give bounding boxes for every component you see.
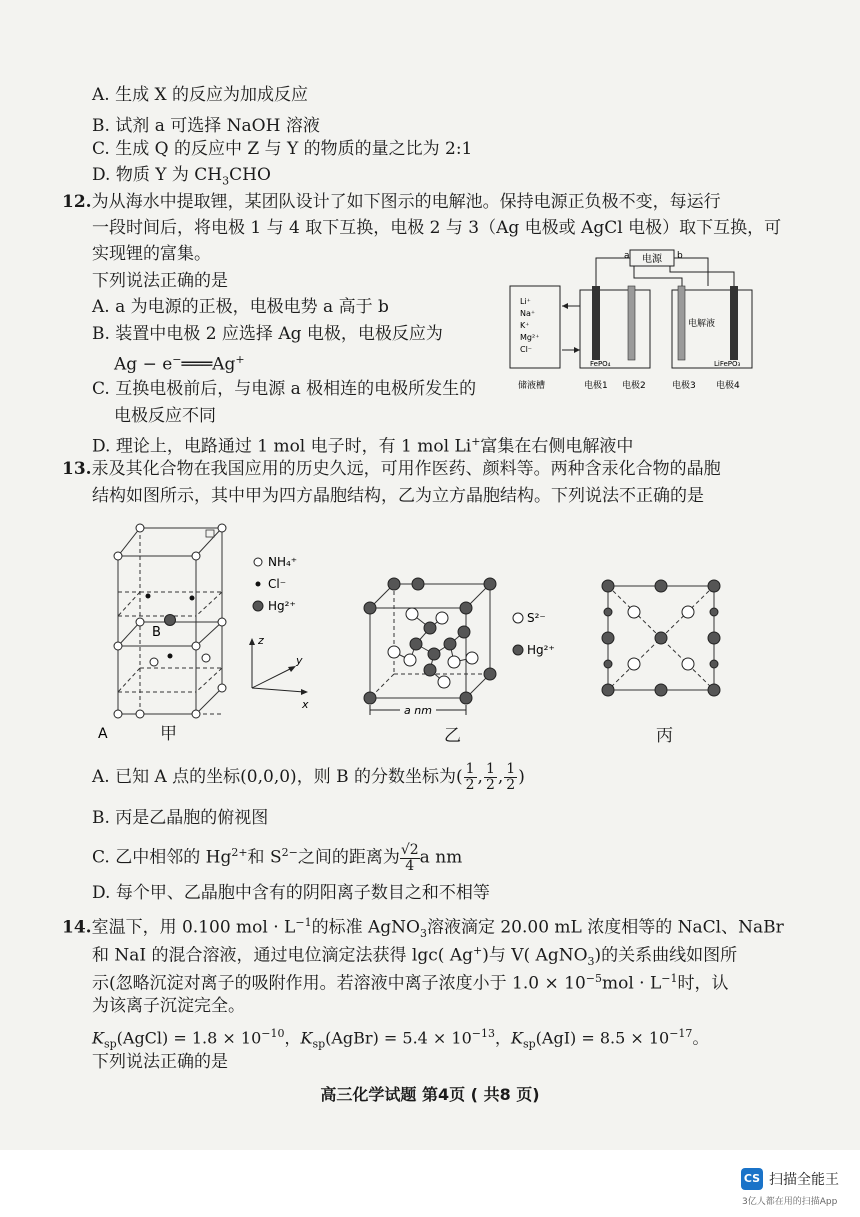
q13-stem-line2: 结构如图所示，其中甲为四方晶胞结构，乙为立方晶胞结构。下列说法不正确的是 (92, 486, 704, 506)
lattice-length-label: a nm (404, 704, 432, 717)
ion-na: Na⁺ (520, 309, 536, 318)
electrode-2 (628, 286, 635, 360)
nh4-ion (114, 710, 122, 718)
q11-option-a: A. 生成 X 的反应为加成反应 (92, 85, 308, 105)
electrode-4-label: 电极4 (716, 381, 740, 391)
nh4-ion (218, 618, 226, 626)
power-terminal-b: b (677, 251, 683, 261)
hg-ion (602, 580, 614, 592)
s-ion (404, 654, 416, 666)
q11-option-d: D. 物质 Y 为 $CH_3CHO$ (92, 165, 271, 188)
hg-ion (710, 660, 718, 668)
q12-stem-line1: 12.为从海水中提取锂，某团队设计了如下图示的电解池。保持电源正负极不变，每运行 (62, 192, 721, 212)
nh4-ion (136, 710, 144, 718)
q13-stem-line1: 13.汞及其化合物在我国应用的历史久远，可用作医药、颜料等。两种含汞化合物的晶胞 (62, 459, 721, 479)
legend-nh4: NH₄⁺ (268, 555, 298, 569)
camscanner-logo-icon: CS (741, 1168, 763, 1190)
hg-ion (710, 608, 718, 616)
hg-ion (708, 580, 720, 592)
cl-ion (168, 654, 173, 659)
hg-ion (484, 578, 496, 590)
power-terminal-a: a (624, 251, 630, 261)
cl-ion (146, 594, 151, 599)
ion-mg: Mg²⁺ (520, 333, 540, 342)
s-ion (388, 646, 400, 658)
hg-ion (655, 684, 667, 696)
q13-option-d: D. 每个甲、乙晶胞中含有的阴阳离子数目之和不相等 (92, 883, 490, 903)
page-footer: 高三化学试题 第4页 ( 共8 页) (320, 1085, 540, 1104)
hg-ion (655, 632, 667, 644)
q12-option-c-line1: C. 互换电极前后，与电源 a 极相连的电极所发生的 (92, 379, 477, 399)
s-ion (438, 676, 450, 688)
caption-bing: 丙 (656, 726, 673, 746)
hg-ion (604, 608, 612, 616)
s-ion (628, 658, 640, 670)
electrode-1-label: 电极1 (584, 381, 608, 391)
electrode-3 (678, 286, 685, 360)
cl-ion (190, 596, 195, 601)
hg-ion (428, 648, 440, 660)
electrode-1 (592, 286, 600, 360)
hg-ion (458, 626, 470, 638)
q13-number: 13. (62, 459, 92, 479)
legend-hg-yi: Hg²⁺ (527, 643, 555, 657)
electrode-3-label: 电极3 (672, 381, 696, 391)
s-ion (448, 656, 460, 668)
legend-hg: Hg²⁺ (268, 599, 296, 613)
q12-stem-line2: 一段时间后，将电极 1 与 4 取下互换，电极 2 与 3（Ag 电极或 AgCl 电极）取下互换，可 (92, 218, 782, 238)
hg-ion (424, 664, 436, 676)
storage-tank (510, 286, 560, 368)
q12-electrolysis-diagram (506, 246, 758, 396)
hg-ion (364, 692, 376, 704)
axis-x-label: x (302, 698, 309, 711)
nh4-ion (114, 642, 122, 650)
q12-number: 12. (62, 192, 92, 212)
s-ion (406, 608, 418, 620)
q14-line3: 示(忽略沉淀对离子的吸附作用。若溶液中离子浓度小于 $1.0 \times 10^{-5}mol \cdot L^{-1}$时，认 (92, 972, 729, 994)
q13-option-b: B. 丙是乙晶胞的俯视图 (92, 808, 269, 828)
point-b-label: B (152, 625, 161, 640)
hg-ion (602, 684, 614, 696)
hg-ion (364, 602, 376, 614)
axis-z-label: z (258, 634, 264, 647)
q14-ask: 下列说法正确的是 (92, 1052, 228, 1072)
hg-ion (460, 692, 472, 704)
electrolyte-label: 电解液 (688, 319, 716, 329)
camscanner-tagline: 3亿人都在用的扫描App (742, 1197, 838, 1207)
q13-option-a: A. 已知 A 点的坐标(0,0,0)，则 B 的分数坐标为( $\frac{1}{2}$ , $\frac{1}{2}$ , $\frac{1}{2}$ ) (92, 761, 525, 793)
hg-ion (655, 580, 667, 592)
cell-jia-diagram (96, 518, 336, 744)
q12-option-c-line2: 电极反应不同 (114, 406, 216, 426)
ion-k: K⁺ (520, 321, 530, 330)
nh4-ion (136, 524, 144, 532)
s-ion (682, 658, 694, 670)
hg-ion (165, 615, 176, 626)
q14-number: 14. (62, 917, 92, 938)
nh4-ion (192, 710, 200, 718)
q12-ask: 下列说法正确的是 (92, 271, 228, 291)
q14-line2: 和 NaI 的混合溶液，通过电位滴定法获得 lgc( Ag+)与 V( AgNO$_3$)的关系曲线如图所 (92, 944, 738, 969)
nh4-ion (136, 618, 144, 626)
nh4-ion (218, 684, 226, 692)
q14-ksp-values: $K_{sp}(AgCl) = 1.8 \times 10^{-10}$，$K_{sp}(AgBr) = 5.4 \times 10^{-13}$，$K_{sp}(AgI) = 8.5 \times 10^{-17}$。 (92, 1027, 709, 1051)
hg-ion (388, 578, 400, 590)
lifepo4-label: LiFePO₃ (714, 360, 741, 368)
q12-option-b-line1: B. 装置中电极 2 应选择 Ag 电极，电极反应为 (92, 324, 443, 344)
hg-ion (484, 668, 496, 680)
ion-cl: Cl⁻ (520, 345, 533, 354)
nh4-ion (218, 524, 226, 532)
q13-option-c: C. 乙中相邻的 $Hg^{2+}$和 $S^{2-}$之间的距离为 $\frac{√2}{4}$ a nm (92, 841, 463, 874)
ion-li: Li⁺ (520, 297, 531, 306)
s-ion (628, 606, 640, 618)
q14-line1: 14.室温下，用 0.100 mol · $L^{-1}$的标准 AgNO$_3$溶液滴定 20.00 mL 浓度相等的 NaCl、NaBr (62, 916, 784, 941)
nh4-ion (150, 658, 158, 666)
cell-bing-diagram (596, 576, 730, 700)
hg-ion (412, 578, 424, 590)
q14-line4: 为该离子沉淀完全。 (92, 996, 245, 1016)
hg-ion (424, 622, 436, 634)
electrode-2-label: 电极2 (622, 381, 646, 391)
s-ion (436, 612, 448, 624)
hg-ion (602, 632, 614, 644)
nh4-ion (114, 552, 122, 560)
q12-stem-line3: 实现锂的富集。 (92, 244, 211, 264)
hg-ion (410, 638, 422, 650)
q11-option-b: B. 试剂 a 可选择 NaOH 溶液 (92, 116, 320, 136)
point-a-label: A (98, 726, 108, 742)
tank-label: 储液槽 (518, 381, 546, 391)
ion-list (520, 297, 539, 354)
camscanner-name: 扫描全能王 (769, 1172, 839, 1188)
left-cell (580, 290, 650, 368)
electrode-4 (730, 286, 738, 360)
fepo4-label: FePO₄ (590, 360, 611, 368)
hg-ion (708, 684, 720, 696)
hg-ion (604, 660, 612, 668)
nh4-ion (202, 654, 210, 662)
hg-ion (460, 602, 472, 614)
nh4-ion (192, 552, 200, 560)
nh4-ion (192, 642, 200, 650)
hg-ion (444, 638, 456, 650)
legend-cl: Cl⁻ (268, 577, 287, 591)
legend-s: S²⁻ (527, 611, 546, 625)
caption-yi: 乙 (444, 726, 461, 746)
q12-option-b-equation: Ag − e−═══Ag+ (114, 353, 245, 375)
s-ion (682, 606, 694, 618)
caption-jia: 甲 (160, 724, 177, 744)
q11-option-c: C. 生成 Q 的反应中 Z 与 Y 的物质的量之比为 2:1 (92, 139, 473, 159)
cell-yi-diagram (354, 570, 590, 720)
hg-ion (708, 632, 720, 644)
s-ion (466, 652, 478, 664)
axis-y-label: y (296, 654, 303, 667)
power-source-label: 电源 (642, 254, 662, 265)
q12-option-d: D. 理论上，电路通过 1 mol 电子时，有 1 mol Li+富集在右侧电解液中 (92, 435, 634, 457)
q12-option-a: A. a 为电源的正极，电极电势 a 高于 b (92, 297, 389, 317)
